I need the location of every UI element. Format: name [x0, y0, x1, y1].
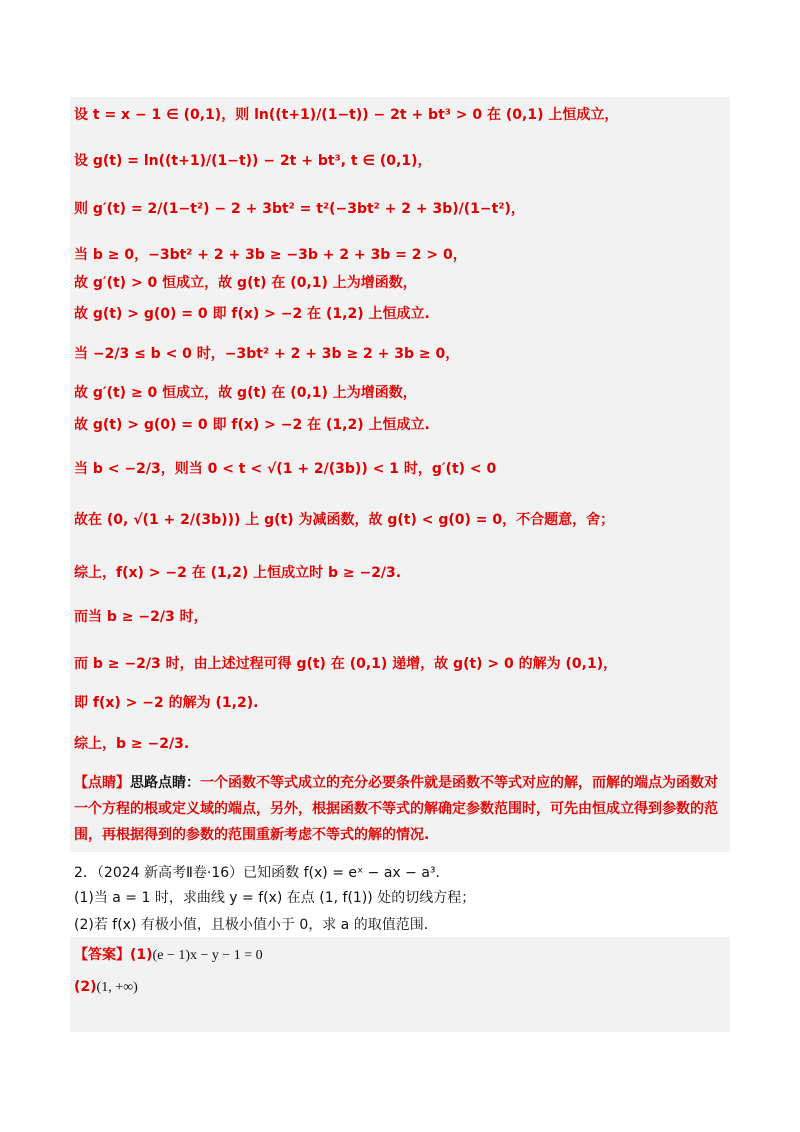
- answer-line-1: [74, 946, 263, 965]
- answer-1: (e − 1)x − y − 1 = 0: [152, 948, 263, 963]
- solution-line-5: 故 g′(t) > 0 恒成立，故 g(t) 在 (0,1) 上为增函数，: [74, 275, 417, 291]
- solution-line-13: 而当 b ≥ −2/3 时，: [74, 609, 208, 625]
- solution-line-4: 当 b ≥ 0，−3bt² + 2 + 3b ≥ −3b + 2 + 3b = 2 > 0，: [74, 247, 467, 263]
- solution-line-1: 设 t = x − 1 ∈ (0,1)，则 ln((t+1)/(1−t)) − 2t + bt³ > 0 在 (0,1) 上恒成立，: [74, 107, 619, 123]
- problem-stem: 已知函数 f(x) = eˣ − ax − a³．: [243, 865, 450, 881]
- solution-line-3: 则 g′(t) = 2/(1−t²) − 2 + 3bt² = t²(−3bt² + 2 + 3b)/(1−t²)，: [74, 201, 525, 217]
- solution-line-16: 综上，b ≥ −2/3.: [74, 736, 190, 752]
- problem-number: 2．: [74, 865, 97, 881]
- solution-line-8: 故 g′(t) ≥ 0 恒成立，故 g(t) 在 (0,1) 上为增函数，: [74, 385, 417, 401]
- note-bracket: 【点睛】: [74, 775, 130, 791]
- note-body: 一个函数不等式成立的充分必要条件就是函数不等式对应的解，而解的端点为函数对一个方程的根或定义域的端点，另外，根据函数不等式的解确定参数范围时，可先由恒成立得到参数的范围，再根据得到的参数的范围重新考虑不等式的解的情况.: [74, 775, 718, 843]
- solution-line-9: 故 g(t) > g(0) = 0 即 f(x) > −2 在 (1,2) 上恒成立.: [74, 417, 430, 433]
- problem-question-2: (2)若 f(x) 有极小值，且极小值小于 0，求 a 的取值范围．: [74, 917, 438, 933]
- solution-line-11: 故在 (0, √(1 + 2/(3b))) 上 g(t) 为减函数，故 g(t) < g(0) = 0，不合题意，舍；: [74, 512, 615, 528]
- problem-2-header: [74, 864, 450, 882]
- solution-line-15: 即 f(x) > −2 的解为 (1,2).: [74, 695, 259, 711]
- note-paragraph: [74, 770, 724, 848]
- problem-source: （2024 新高考Ⅱ卷·16）: [96, 865, 244, 881]
- answer-2-label: (2): [74, 979, 97, 995]
- solution-line-10: 当 b < −2/3，则当 0 < t < √(1 + 2/(3b)) < 1 时，g′(t) < 0: [74, 461, 497, 477]
- solution-line-7: 当 −2/3 ≤ b < 0 时，−3bt² + 2 + 3b ≥ 2 + 3b ≥ 0，: [74, 346, 460, 362]
- solution-line-6: 故 g(t) > g(0) = 0 即 f(x) > −2 在 (1,2) 上恒成立.: [74, 306, 430, 322]
- problem-question-1: (1)当 a = 1 时，求曲线 y = f(x) 在点 (1, f(1)) 处的切线方程；: [74, 890, 476, 906]
- answer-label: 【答案】: [74, 947, 130, 963]
- solution-line-12: 综上，f(x) > −2 在 (1,2) 上恒成立时 b ≥ −2/3.: [74, 565, 402, 581]
- answer-line-2: [74, 978, 138, 997]
- note-head: 思路点睛：: [130, 775, 200, 791]
- solution-line-2: 设 g(t) = ln((t+1)/(1−t)) − 2t + bt³, t ∈ (0,1)，: [74, 153, 432, 169]
- answer-1-label: (1): [130, 947, 153, 963]
- answer-2: (1, +∞): [96, 980, 138, 995]
- solution-line-14: 而 b ≥ −2/3 时，由上述过程可得 g(t) 在 (0,1) 递增，故 g(t) > 0 的解为 (0,1)，: [74, 656, 618, 672]
